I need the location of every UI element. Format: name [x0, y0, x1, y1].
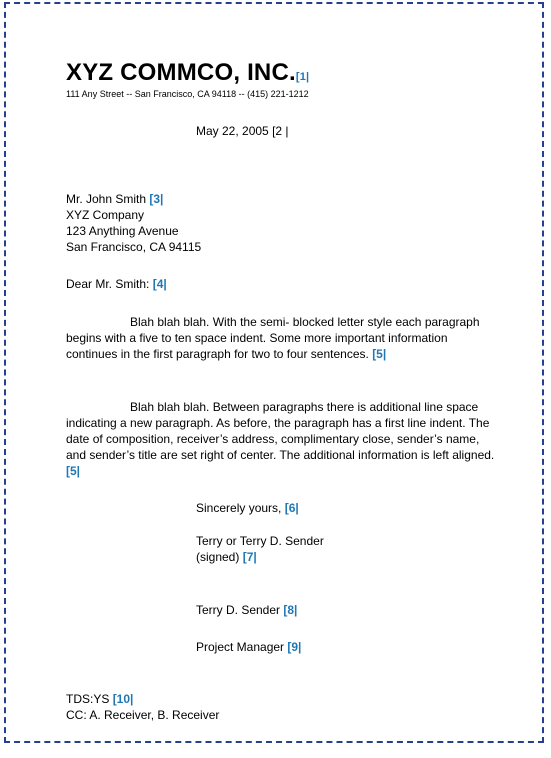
- ref-marker-5b: [5|: [66, 464, 81, 478]
- ref-marker-2: [2 |: [272, 124, 289, 138]
- sender-title: [196, 639, 301, 655]
- signature-line-2: [196, 549, 257, 565]
- initials-text: TDS:YS: [66, 692, 110, 706]
- paragraph-1-text: Blah blah blah. With the semi- blocked letter style each paragraph begins with a five to ten space indent. Some more important information continues in the first paragraph for two to four sentences.: [66, 315, 480, 361]
- ref-marker-4: [4|: [152, 277, 167, 291]
- closing-text: Sincerely yours,: [196, 501, 282, 515]
- ref-marker-1: [1|: [295, 71, 310, 83]
- recipient-name-text: Mr. John Smith: [66, 192, 147, 206]
- company-address: 111 Any Street -- San Francisco, CA 94118 -- (415) 221-1212: [66, 89, 309, 99]
- signature-line-1: Terry or Terry D. Sender: [196, 534, 324, 548]
- body-paragraph-2: [66, 399, 496, 479]
- paragraph-2-text: Blah blah blah. Between paragraphs there is additional line space indicating a new paragraph. As before, the paragraph has a first line indent. The date of composition, receiver’s address, complimentary close, sender’s name, and sender’s title are set right of center. The additional information is left aligned.: [66, 400, 495, 462]
- page-border: [4, 2, 544, 743]
- recipient-street: 123 Anything Avenue: [66, 224, 179, 238]
- recipient-city: San Francisco, CA 94115: [66, 240, 202, 254]
- ref-marker-8: [8|: [283, 603, 298, 617]
- sender-title-text: Project Manager: [196, 640, 285, 654]
- ref-marker-10: [10|: [112, 692, 134, 706]
- complimentary-close: [196, 500, 299, 516]
- salutation: [66, 276, 167, 292]
- ref-marker-3: [3|: [149, 192, 164, 206]
- ref-marker-5a: [5|: [372, 347, 387, 361]
- reference-initials: [66, 691, 133, 707]
- signature-signed-text: (signed): [196, 550, 240, 564]
- company-name: [66, 58, 309, 92]
- salutation-text: Dear Mr. Smith:: [66, 277, 150, 291]
- ref-marker-9: [9|: [287, 640, 302, 654]
- date-text: May 22, 2005: [196, 124, 269, 138]
- company-name-text: XYZ COMMCO, INC.: [66, 59, 296, 86]
- sender-name: [196, 602, 297, 618]
- cc-line: CC: A. Receiver, B. Receiver: [66, 708, 220, 722]
- recipient-name: [66, 191, 163, 207]
- ref-marker-7: [7|: [242, 550, 257, 564]
- sender-name-text: Terry D. Sender: [196, 603, 281, 617]
- ref-marker-6: [6|: [284, 501, 299, 515]
- body-paragraph-1: [66, 314, 496, 362]
- recipient-company: XYZ Company: [66, 208, 145, 222]
- letter-date: [196, 123, 289, 139]
